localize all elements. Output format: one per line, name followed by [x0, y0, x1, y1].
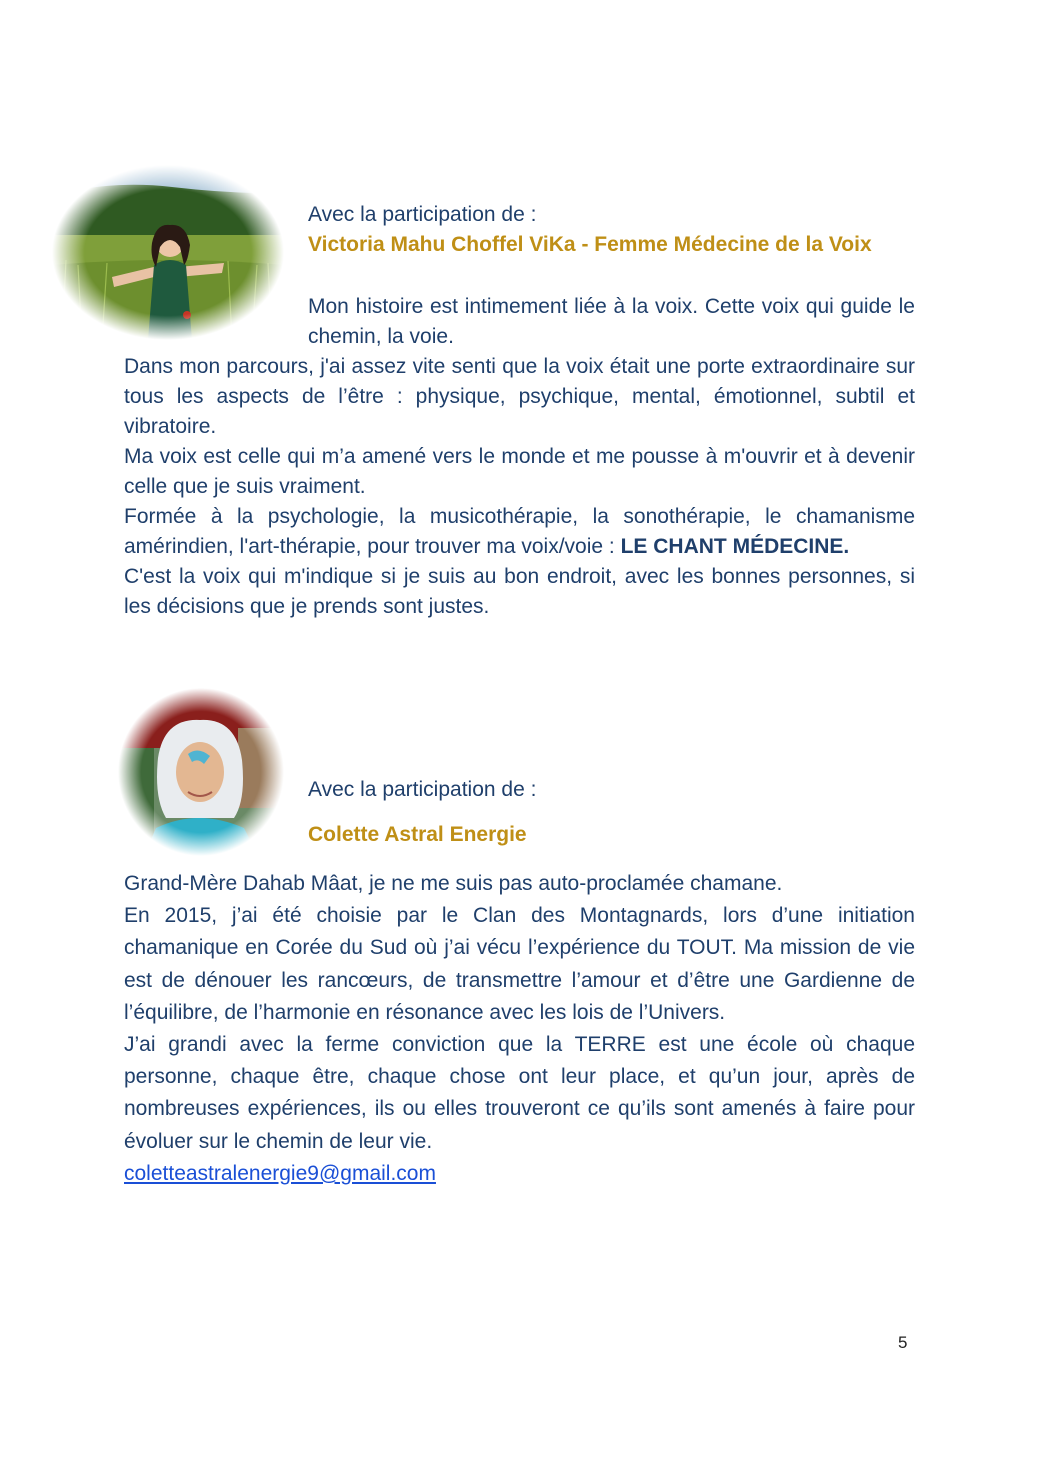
section2-body — [124, 868, 915, 1190]
section1-name: Victoria Mahu Choffel ViKa - Femme Médecine de la Voix — [308, 233, 872, 256]
section2-paragraph-2: En 2015, j’ai été choisie par le Clan des Montagnards, lors d’une initiation chamanique en Corée du Sud où j’ai vécu l’expérience du TOUT. Ma mission de vie est de dénouer les rancœurs, de transmettre l’amour et d’être une Gardienne de l’équilibre, de l’harmonie en résonance avec les lois de l’Univers. — [124, 904, 915, 1024]
field-portrait-icon — [52, 165, 284, 340]
section1-emphasis: LE CHANT MÉDECINE. — [620, 535, 850, 558]
section2-paragraph-1: Grand-Mère Dahab Mâat, je ne me suis pas auto-proclamée chamane. — [124, 872, 783, 895]
portrait-photo-colette — [118, 688, 284, 856]
email-link[interactable]: coletteastralenergie9@gmail.com — [124, 1161, 436, 1185]
section1-intro-label: Avec la participation de : — [308, 203, 537, 226]
section1-paragraph-4 — [124, 502, 915, 562]
section1-paragraph-2: Dans mon parcours, j'ai assez vite senti que la voix était une porte extraordinaire sur tous les aspects de l’être : physique, psychique, mental, émotionnel, subtil et vibratoire. — [124, 355, 915, 438]
section1-paragraph-5: C'est la voix qui m'indique si je suis au bon endroit, avec les bonnes personnes, si les décisions que je prends sont justes. — [124, 565, 915, 618]
section1-body — [124, 352, 915, 622]
page-number: 5 — [898, 1333, 908, 1352]
portrait-photo-victoria — [52, 165, 284, 340]
section2-paragraph-3: J’ai grandi avec la ferme conviction que la TERRE est une école où chaque personne, chaque être, chaque chose ont leur place, et qu’un jour, après de nombreuses expériences, ils ou elles trouveront ce qu’ils sont amenés à faire pour évoluer sur le chemin de leur vie. — [124, 1033, 915, 1153]
section1-heading — [308, 200, 918, 260]
section2-name: Colette Astral Energie — [308, 823, 527, 846]
section1-paragraph-1: Mon histoire est intimement liée à la voix. Cette voix qui guide le chemin, la voie. — [308, 295, 915, 348]
section2-intro-label: Avec la participation de : — [308, 778, 537, 801]
section1-paragraph-4-text: Formée à la psychologie, la musicothérapie, la sonothérapie, le chamanisme amérindien, l'art-thérapie, pour trouver ma voix/voie : — [124, 505, 915, 558]
white-hair-portrait-icon — [118, 688, 284, 856]
section1-paragraph-3: Ma voix est celle qui m’a amené vers le monde et me pousse à m'ouvrir et à devenir celle que je suis vraiment. — [124, 445, 915, 498]
